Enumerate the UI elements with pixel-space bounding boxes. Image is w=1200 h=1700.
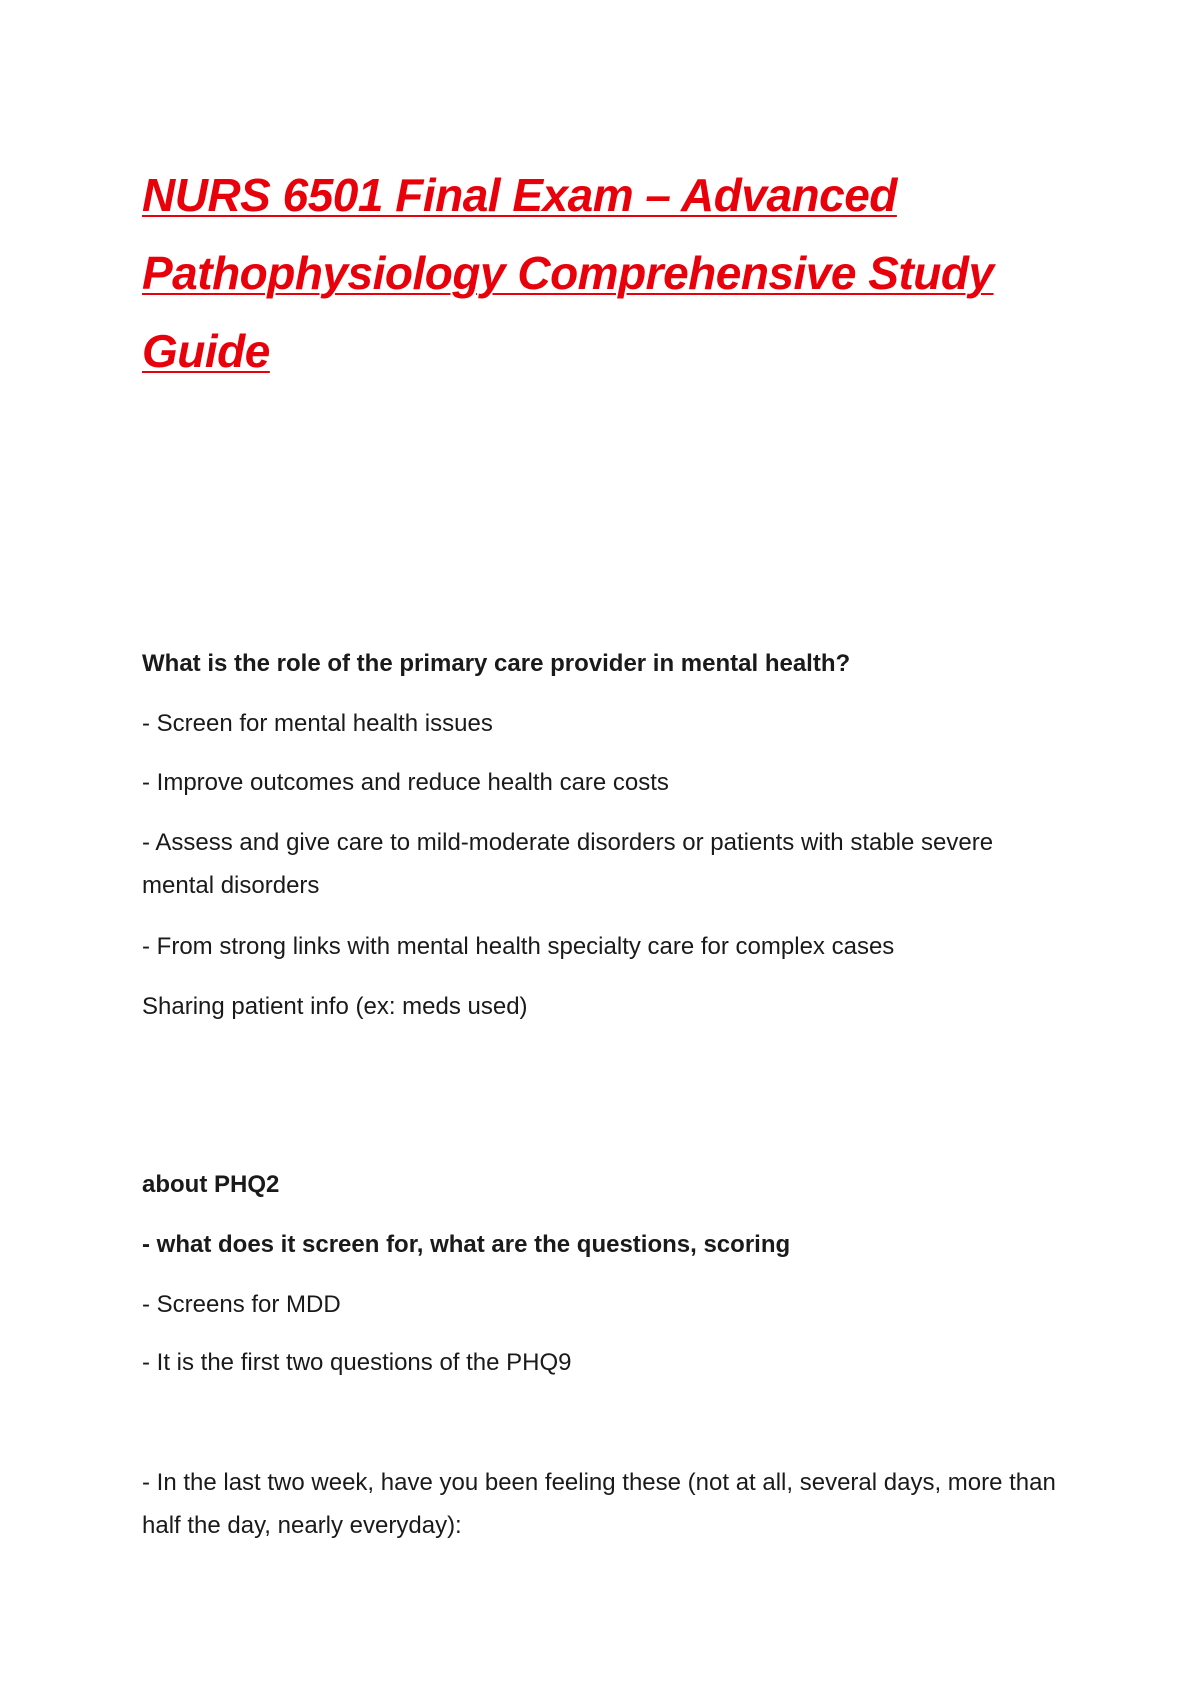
answer-line: - Assess and give care to mild-moderate disorders or patients with stable severe mental disorders bbox=[142, 829, 994, 899]
answer-line: - Improve outcomes and reduce health care costs bbox=[142, 769, 669, 796]
question-subheading: - what does it screen for, what are the questions, scoring bbox=[142, 1231, 791, 1258]
answer-line: Sharing patient info (ex: meds used) bbox=[142, 993, 528, 1020]
question-heading: What is the role of the primary care provider in mental health? bbox=[142, 650, 851, 677]
question-heading: about PHQ2 bbox=[142, 1171, 280, 1198]
answer-line: - Screen for mental health issues bbox=[142, 710, 493, 737]
document-title: NURS 6501 Final Exam – Advanced Pathophysiology Comprehensive Study Guide bbox=[142, 169, 994, 377]
answer-line: - In the last two week, have you been feeling these (not at all, several days, more than half the day, nearly everyday): bbox=[142, 1469, 1056, 1539]
answer-line: - It is the first two questions of the PHQ9 bbox=[142, 1349, 572, 1376]
answer-line: - Screens for MDD bbox=[142, 1291, 341, 1318]
answer-line: - From strong links with mental health specialty care for complex cases bbox=[142, 933, 895, 960]
